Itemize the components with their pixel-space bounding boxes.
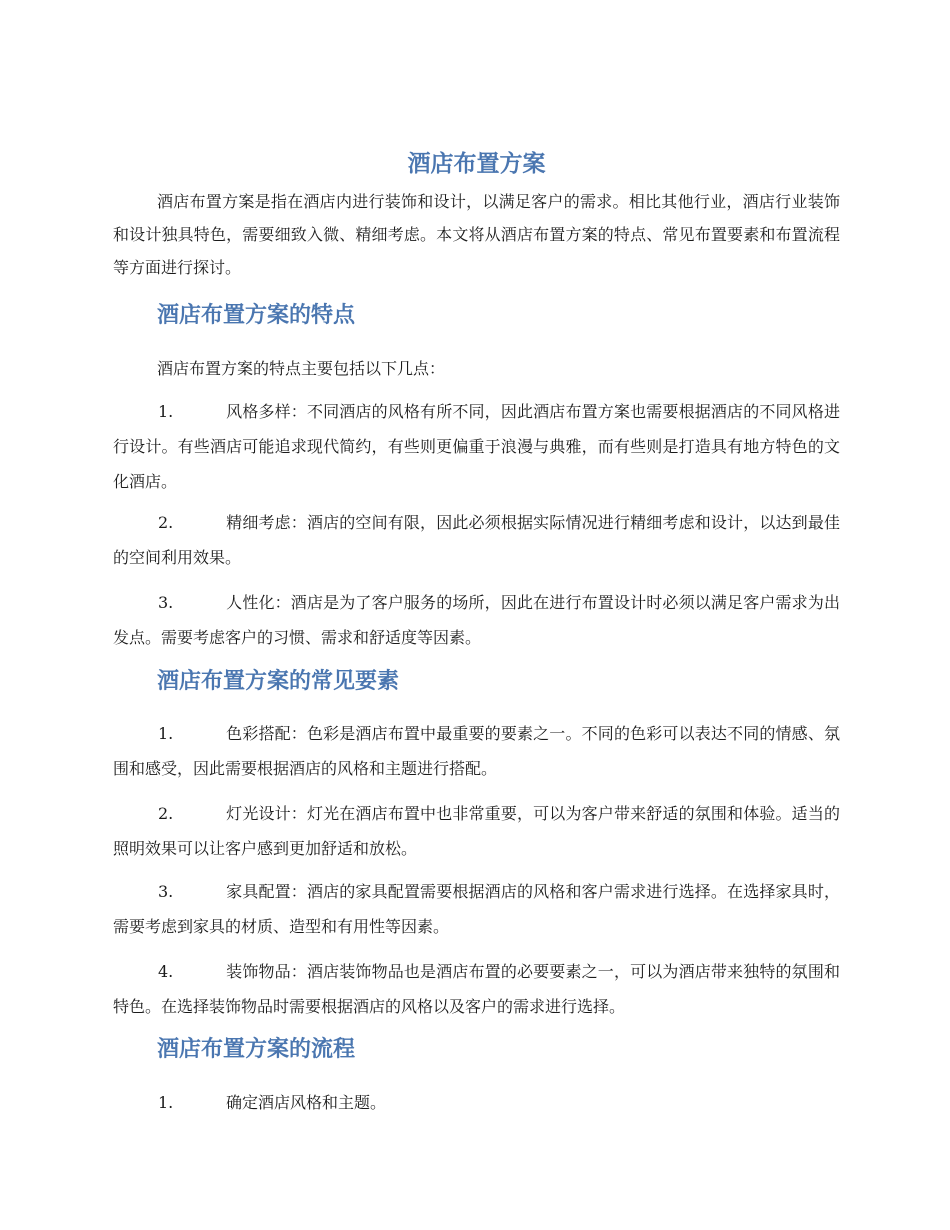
list-item — [113, 1085, 840, 1120]
list-item — [113, 796, 840, 866]
section-heading-process: 酒店布置方案的流程 — [157, 1037, 356, 1062]
list-item-number: 1. — [158, 402, 174, 421]
list-item — [113, 874, 840, 944]
list-item-text: 色彩搭配：色彩是酒店布置中最重要的要素之一。不同的色彩可以表达不同的情感、氛围和感受，因此需要根据酒店的风格和主题进行搭配。 — [113, 724, 840, 778]
list-item — [113, 505, 840, 575]
list-item-number: 3. — [158, 593, 174, 612]
list-item-text: 灯光设计：灯光在酒店布置中也非常重要，可以为客户带来舒适的氛围和体验。适当的照明效果可以让客户感到更加舒适和放松。 — [113, 804, 840, 858]
list-item-text: 精细考虑：酒店的空间有限，因此必须根据实际情况进行精细考虑和设计，以达到最佳的空间利用效果。 — [113, 513, 840, 567]
list-item-number: 1. — [158, 724, 174, 743]
section-heading-elements: 酒店布置方案的常见要素 — [157, 669, 400, 694]
list-item-text: 人性化：酒店是为了客户服务的场所，因此在进行布置设计时必须以满足客户需求为出发点。需要考虑客户的习惯、需求和舒适度等因素。 — [113, 593, 840, 647]
list-item — [113, 716, 840, 786]
list-item-number: 2. — [158, 804, 174, 823]
list-item-text: 装饰物品：酒店装饰物品也是酒店布置的必要要素之一，可以为酒店带来独特的氛围和特色。在选择装饰物品时需要根据酒店的风格以及客户的需求进行选择。 — [113, 962, 840, 1016]
intro-paragraph: 酒店布置方案是指在酒店内进行装饰和设计，以满足客户的需求。相比其他行业，酒店行业装饰和设计独具特色，需要细致入微、精细考虑。本文将从酒店布置方案的特点、常见布置要素和布置流程等方面进行探讨。 — [113, 192, 840, 277]
list-item-number: 1. — [158, 1093, 174, 1112]
list-item-number: 3. — [158, 882, 174, 901]
list-item — [113, 954, 840, 1024]
list-item — [113, 394, 840, 499]
section-heading-features: 酒店布置方案的特点 — [157, 303, 356, 328]
list-item-text: 确定酒店风格和主题。 — [226, 1093, 387, 1112]
list-item-number: 2. — [158, 513, 174, 532]
list-item-text: 风格多样：不同酒店的风格有所不同，因此酒店布置方案也需要根据酒店的不同风格进行设计。有些酒店可能追求现代简约，有些则更偏重于浪漫与典雅，而有些则是打造具有地方特色的文化酒店。 — [113, 402, 840, 491]
list-item — [113, 585, 840, 655]
list-item-number: 4. — [158, 962, 174, 981]
document-title: 酒店布置方案 — [407, 151, 546, 177]
section-lead: 酒店布置方案的特点主要包括以下几点： — [157, 359, 446, 378]
list-item-text: 家具配置：酒店的家具配置需要根据酒店的风格和客户需求进行选择。在选择家具时，需要考虑到家具的材质、造型和有用性等因素。 — [113, 882, 840, 936]
